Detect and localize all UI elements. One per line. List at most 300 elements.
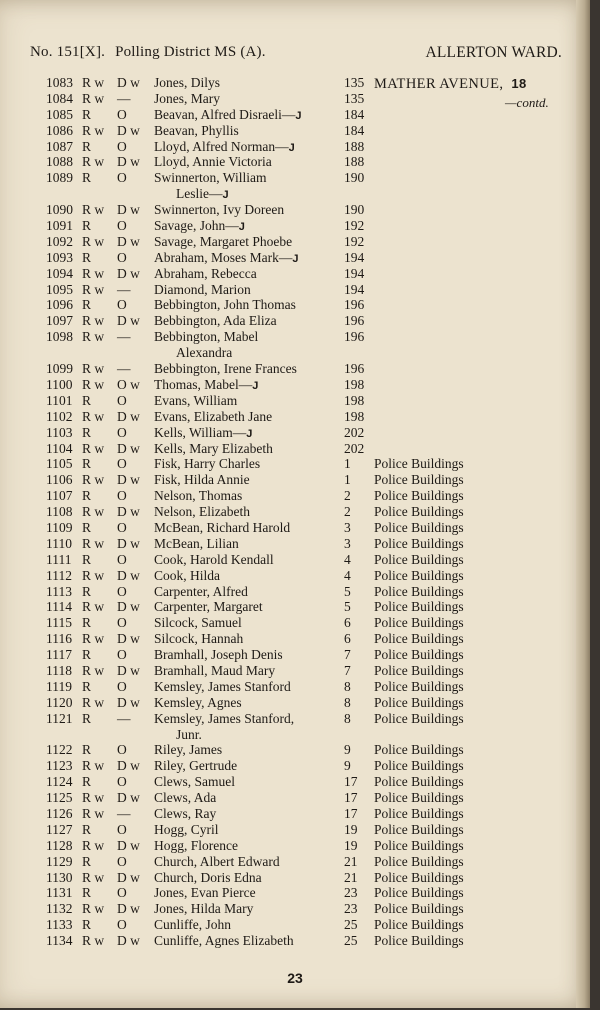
qualification-code-2: —	[117, 281, 131, 297]
elector-number: 1114	[46, 599, 72, 615]
table-row	[0, 901, 590, 917]
table-row	[0, 552, 590, 568]
elector-number: 1102	[46, 408, 73, 424]
elector-number: 1090	[46, 202, 73, 218]
elector-number: 1089	[46, 170, 73, 186]
elector-number: 1086	[46, 122, 73, 138]
qualification-code-2: D w	[117, 472, 140, 488]
elector-name-cell	[154, 631, 344, 647]
elector-name: Savage, John—J	[154, 218, 245, 234]
street-address: Police Buildings	[374, 710, 464, 726]
elector-name-cell	[154, 234, 344, 250]
qualification-code-2: D w	[117, 504, 140, 520]
qualification-code-2: —	[117, 90, 131, 106]
elector-number: 1106	[46, 472, 73, 488]
elector-number: 1115	[46, 615, 72, 631]
house-number: 184	[344, 106, 365, 122]
elector-name-cell	[154, 885, 344, 901]
elector-name-cell	[154, 313, 344, 329]
qualification-code: R	[82, 853, 92, 869]
street-address: Police Buildings	[374, 901, 464, 917]
elector-name-cell	[154, 806, 344, 822]
elector-name-cell	[154, 282, 344, 298]
house-number: 1	[344, 472, 351, 488]
qualification-code-2: D w	[117, 202, 140, 218]
house-number: 5	[344, 583, 351, 599]
qualification-code-2: —	[117, 710, 131, 726]
elector-name: Clews, Ada	[154, 790, 217, 806]
table-row	[0, 536, 590, 552]
elector-name: Carpenter, Alfred	[154, 583, 248, 599]
qualification-code-2: D w	[117, 233, 140, 249]
elector-name: Church, Doris Edna	[154, 869, 262, 885]
elector-name-cell	[154, 758, 344, 774]
table-row	[0, 790, 590, 806]
house-number: 8	[344, 694, 351, 710]
elector-name: Hogg, Cyril	[154, 821, 219, 837]
elector-name: Bramhall, Joseph Denis	[154, 647, 283, 663]
elector-name-cell	[154, 822, 344, 838]
elector-name-cell	[154, 441, 344, 457]
elector-name: Diamond, Marion	[154, 281, 251, 297]
elector-name-continued: Junr.	[176, 726, 202, 742]
house-number: 135	[344, 75, 365, 90]
table-row	[0, 615, 590, 631]
qualification-code-2: O	[117, 138, 127, 154]
street-address: Police Buildings	[374, 853, 464, 869]
elector-name-cell	[154, 774, 344, 790]
elector-number: 1105	[46, 456, 73, 472]
elector-number: 1132	[46, 901, 73, 917]
elector-number: 1099	[46, 361, 73, 377]
elector-name: Swinnerton, Ivy Doreen	[154, 202, 285, 218]
elector-name: Lloyd, Alfred Norman—J	[154, 138, 295, 154]
table-row	[0, 695, 590, 711]
elector-name-cell	[154, 917, 344, 933]
elector-name: Jones, Mary	[154, 90, 220, 106]
qualification-code-2: O	[117, 456, 127, 472]
qualification-code: R w	[82, 758, 105, 774]
qualification-code: R	[82, 885, 92, 901]
elector-name: Evans, Elizabeth Jane	[154, 408, 273, 424]
elector-number: 1133	[46, 917, 73, 933]
table-row	[0, 679, 590, 695]
elector-number: 1103	[46, 424, 73, 440]
qualification-code: R	[82, 392, 92, 408]
table-row	[0, 456, 590, 472]
elector-name: Evans, William	[154, 392, 238, 408]
elector-name-cell	[154, 568, 344, 584]
street-address: Police Buildings	[374, 631, 464, 647]
house-number: 2	[344, 504, 351, 520]
house-number: 19	[344, 837, 358, 853]
elector-number: 1087	[46, 138, 73, 154]
qualification-code-2: O	[117, 424, 127, 440]
qualification-code-2: D w	[117, 154, 140, 170]
house-number: 190	[344, 202, 365, 218]
elector-number: 1095	[46, 281, 73, 297]
house-number: 198	[344, 376, 365, 392]
page-header	[30, 44, 562, 70]
elector-name-cell	[154, 552, 344, 568]
street-address: Police Buildings	[374, 678, 464, 694]
street-address: Police Buildings	[374, 837, 464, 853]
table-row	[0, 584, 590, 600]
elector-number: 1109	[46, 519, 73, 535]
qualification-code-2: D w	[117, 599, 140, 615]
elector-name-cell	[154, 695, 344, 711]
qualification-code-2: O	[117, 853, 127, 869]
qualification-code-2: D w	[117, 631, 140, 647]
elector-name: Nelson, Elizabeth	[154, 504, 250, 520]
elector-name: Kemsley, Agnes	[154, 694, 242, 710]
elector-name-cell	[154, 854, 344, 870]
elector-name: Kemsley, James Stanford	[154, 678, 291, 694]
house-number: 196	[344, 297, 365, 313]
qualification-code: R w	[82, 806, 105, 822]
street-address: Police Buildings	[374, 885, 464, 901]
qualification-code: R w	[82, 933, 105, 949]
table-row	[0, 441, 590, 457]
table-row	[0, 393, 590, 409]
elector-name: Abraham, Rebecca	[154, 265, 257, 281]
elector-name: Bebbington, John Thomas	[154, 297, 296, 313]
table-row	[0, 361, 590, 377]
house-number: 21	[344, 853, 358, 869]
qualification-code-2: —	[117, 361, 131, 377]
qualification-code-2: D w	[117, 790, 140, 806]
qualification-code-2: O	[117, 519, 127, 535]
elector-name: McBean, Lilian	[154, 535, 239, 551]
qualification-code-2: O	[117, 249, 127, 265]
elector-number: 1128	[46, 837, 73, 853]
table-row	[0, 313, 590, 329]
elector-name-cell	[154, 504, 344, 520]
elector-name: Bebbington, Ada Eliza	[154, 313, 277, 329]
elector-number: 1088	[46, 154, 73, 170]
table-row	[0, 758, 590, 774]
table-row	[0, 711, 590, 743]
elector-name-cell	[154, 536, 344, 552]
elector-name: Beavan, Phyllis	[154, 122, 239, 138]
elector-number: 1085	[46, 106, 73, 122]
house-number: 135	[344, 90, 365, 106]
house-number: 198	[344, 392, 365, 408]
house-number: 8	[344, 678, 351, 694]
elector-number: 1083	[46, 75, 73, 90]
house-number: 202	[344, 424, 365, 440]
street-address: Police Buildings	[374, 758, 464, 774]
elector-name-cell	[154, 154, 344, 170]
house-number: 192	[344, 218, 365, 234]
table-row	[0, 520, 590, 536]
street-address: Police Buildings	[374, 790, 464, 806]
elector-number: 1096	[46, 297, 73, 313]
elector-name-cell	[154, 472, 344, 488]
elector-number: 1129	[46, 853, 73, 869]
elector-name-cell	[154, 409, 344, 425]
elector-name: McBean, Richard Harold	[154, 519, 291, 535]
qualification-code: R w	[82, 901, 105, 917]
elector-number: 1112	[46, 567, 72, 583]
elector-number: 1113	[46, 583, 72, 599]
elector-name-cell	[154, 329, 344, 361]
table-row	[0, 631, 590, 647]
house-number: 188	[344, 154, 365, 170]
table-row	[0, 568, 590, 584]
house-number: 9	[344, 742, 351, 758]
street-address: Police Buildings	[374, 519, 464, 535]
house-number: 194	[344, 265, 365, 281]
elector-name-cell	[154, 742, 344, 758]
street-address: Police Buildings	[374, 488, 464, 504]
elector-name: Cook, Hilda	[154, 567, 220, 583]
table-row	[0, 885, 590, 901]
house-number: 3	[344, 519, 351, 535]
elector-list	[0, 75, 590, 949]
table-row	[0, 91, 590, 107]
table-row	[0, 297, 590, 313]
house-number: 17	[344, 806, 358, 822]
elector-name-cell	[154, 266, 344, 282]
elector-name: Kells, William—J	[154, 424, 253, 440]
table-row	[0, 870, 590, 886]
house-number: 4	[344, 551, 351, 567]
qualification-code-2: O w	[117, 376, 140, 392]
elector-name-cell	[154, 520, 344, 536]
qualification-code-2: D w	[117, 265, 140, 281]
qualification-code: R w	[82, 472, 105, 488]
elector-number: 1098	[46, 329, 73, 345]
qualification-code: R	[82, 456, 92, 472]
elector-name-cell	[154, 647, 344, 663]
elector-name: Silcock, Hannah	[154, 631, 244, 647]
street-address: Police Buildings	[374, 662, 464, 678]
street-address: Police Buildings	[374, 806, 464, 822]
elector-name-cell	[154, 91, 344, 107]
elector-name: Cunliffe, Agnes Elizabeth	[154, 933, 294, 949]
elector-name-cell	[154, 170, 344, 204]
house-number: 5	[344, 599, 351, 615]
qualification-code: R w	[82, 265, 105, 281]
qualification-code-2: —	[117, 806, 131, 822]
street-address: Police Buildings	[374, 567, 464, 583]
qualification-code-2: O	[117, 647, 127, 663]
table-row	[0, 663, 590, 679]
qualification-code-2: O	[117, 678, 127, 694]
elector-name: Bramhall, Maud Mary	[154, 662, 276, 678]
elector-number: 1110	[46, 535, 72, 551]
table-row	[0, 282, 590, 298]
qualification-code: R w	[82, 662, 105, 678]
elector-name-continued: Leslie—J	[176, 186, 229, 202]
elector-number: 1116	[46, 631, 72, 647]
table-row	[0, 504, 590, 520]
table-row	[0, 838, 590, 854]
elector-number: 1119	[46, 678, 72, 694]
elector-name-cell	[154, 584, 344, 600]
street-address: Police Buildings	[374, 821, 464, 837]
elector-number: 1100	[46, 376, 73, 392]
elector-name-cell	[154, 123, 344, 139]
qualification-code-2: O	[117, 488, 127, 504]
house-number: 194	[344, 281, 365, 297]
qualification-code: R w	[82, 90, 105, 106]
table-row	[0, 329, 590, 361]
street-address: Police Buildings	[374, 599, 464, 615]
elector-name-cell	[154, 615, 344, 631]
qualification-code: R	[82, 488, 92, 504]
elector-number: 1118	[46, 662, 72, 678]
elector-name-cell	[154, 663, 344, 679]
qualification-code: R w	[82, 329, 105, 345]
street-address: Police Buildings	[374, 456, 464, 472]
elector-number: 1127	[46, 821, 73, 837]
elector-number: 1134	[46, 933, 73, 949]
elector-name: Kells, Mary Elizabeth	[154, 440, 273, 456]
juror-mark: J	[238, 221, 245, 234]
house-number: 17	[344, 774, 358, 790]
elector-name: Jones, Hilda Mary	[154, 901, 254, 917]
house-number: 19	[344, 821, 358, 837]
table-row	[0, 472, 590, 488]
qualification-code: R	[82, 424, 92, 440]
table-row	[0, 425, 590, 441]
qualification-code: R w	[82, 869, 105, 885]
qualification-code: R w	[82, 376, 105, 392]
qualification-code: R	[82, 678, 92, 694]
house-number: 188	[344, 138, 365, 154]
qualification-code: R	[82, 519, 92, 535]
header-number: No. 151[X].	[30, 44, 106, 60]
qualification-code-2: —	[117, 329, 131, 345]
elector-number: 1122	[46, 742, 73, 758]
qualification-code-2: D w	[117, 122, 140, 138]
table-row	[0, 139, 590, 155]
qualification-code-2: D w	[117, 567, 140, 583]
house-number: 192	[344, 233, 365, 249]
qualification-code-2: D w	[117, 408, 140, 424]
street-address: Police Buildings	[374, 742, 464, 758]
qualification-code-2: O	[117, 583, 127, 599]
elector-name: Cook, Harold Kendall	[154, 551, 274, 567]
elector-name-cell	[154, 679, 344, 695]
qualification-code-2: D w	[117, 758, 140, 774]
house-number: 194	[344, 249, 365, 265]
elector-name: Clews, Samuel	[154, 774, 235, 790]
street-address: Police Buildings	[374, 917, 464, 933]
qualification-code-2: O	[117, 106, 127, 122]
street-address: Police Buildings	[374, 504, 464, 520]
qualification-code: R	[82, 615, 92, 631]
table-row	[0, 647, 590, 663]
house-number: 21	[344, 869, 358, 885]
house-number: 3	[344, 535, 351, 551]
qualification-code: R w	[82, 535, 105, 551]
qualification-code: R w	[82, 599, 105, 615]
qualification-code: R w	[82, 75, 105, 90]
juror-mark: J	[252, 379, 259, 392]
elector-number: 1104	[46, 440, 73, 456]
elector-name: Carpenter, Margaret	[154, 599, 263, 615]
qualification-code-2: D w	[117, 535, 140, 551]
elector-name-cell	[154, 488, 344, 504]
house-number: 9	[344, 758, 351, 774]
qualification-code: R	[82, 917, 92, 933]
juror-mark: J	[295, 109, 302, 122]
elector-name: Kemsley, James Stanford,	[154, 710, 295, 726]
header-district: Polling District MS (A).	[115, 44, 266, 60]
street-name: MATHER AVENUE,	[374, 76, 504, 92]
qualification-code: R w	[82, 504, 105, 520]
house-number: 8	[344, 710, 351, 726]
elector-number: 1121	[46, 710, 73, 726]
elector-number: 1123	[46, 758, 73, 774]
qualification-code-2: D w	[117, 440, 140, 456]
house-number: 7	[344, 662, 351, 678]
elector-name: Riley, Gertrude	[154, 758, 238, 774]
elector-name-cell	[154, 901, 344, 917]
house-number: 6	[344, 615, 351, 631]
qualification-code: R	[82, 551, 92, 567]
house-number: 196	[344, 361, 365, 377]
elector-name: Jones, Evan Pierce	[154, 885, 256, 901]
house-number: 2	[344, 488, 351, 504]
elector-number: 1097	[46, 313, 73, 329]
table-row	[0, 377, 590, 393]
qualification-code: R	[82, 583, 92, 599]
elector-name: Jones, Dilys	[154, 75, 221, 90]
qualification-code-2: O	[117, 885, 127, 901]
house-number: 25	[344, 933, 358, 949]
qualification-code-2: O	[117, 774, 127, 790]
elector-name: Nelson, Thomas	[154, 488, 243, 504]
table-row	[0, 488, 590, 504]
page-number: 23	[287, 970, 303, 986]
qualification-code: R w	[82, 202, 105, 218]
house-number: 196	[344, 329, 365, 345]
house-number: 190	[344, 170, 365, 186]
elector-number: 1084	[46, 90, 73, 106]
table-row	[0, 218, 590, 234]
table-row	[0, 822, 590, 838]
elector-name-cell	[154, 933, 344, 949]
qualification-code-2: O	[117, 551, 127, 567]
table-row	[0, 170, 590, 202]
house-number: 196	[344, 313, 365, 329]
qualification-code: R	[82, 297, 92, 313]
elector-number: 1101	[46, 392, 73, 408]
elector-name-cell	[154, 870, 344, 886]
continued-label: —contd.	[505, 95, 549, 110]
qualification-code-2: O	[117, 170, 127, 186]
qualification-code-2: D w	[117, 901, 140, 917]
house-number: 23	[344, 885, 358, 901]
qualification-code: R w	[82, 440, 105, 456]
juror-mark: J	[246, 427, 253, 440]
qualification-code-2: D w	[117, 933, 140, 949]
elector-name: Church, Albert Edward	[154, 853, 280, 869]
qualification-code-2: D w	[117, 75, 140, 90]
qualification-code-2: O	[117, 615, 127, 631]
elector-name-cell	[154, 393, 344, 409]
street-address: Police Buildings	[374, 535, 464, 551]
table-row	[0, 806, 590, 822]
elector-number: 1125	[46, 790, 73, 806]
qualification-code: R	[82, 138, 92, 154]
house-number: 23	[344, 901, 358, 917]
house-number: 198	[344, 408, 365, 424]
